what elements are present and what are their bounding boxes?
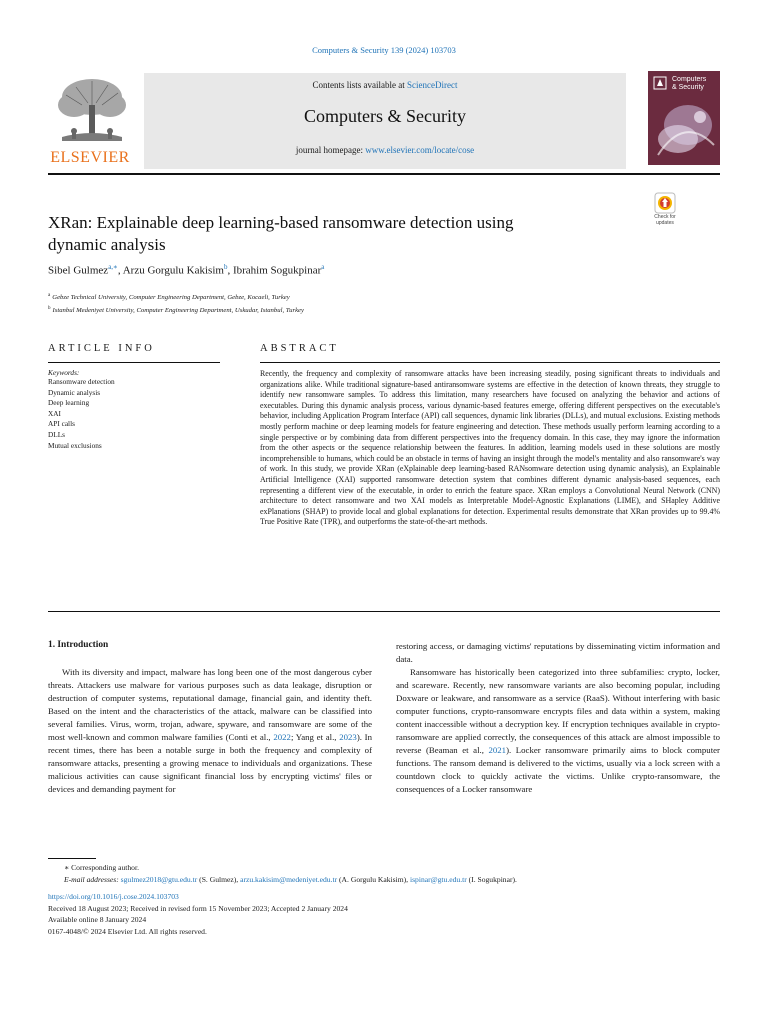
- affiliation-mark: a: [48, 293, 51, 298]
- author-name[interactable]: Arzu Gorgulu Kakisim: [122, 264, 224, 277]
- article-info: [48, 343, 220, 451]
- keyword-item: DLLs: [48, 429, 66, 439]
- affiliation-text: Gebze Technical University, Computer Engineering Department, Gebze, Kocaeli, Turkey: [52, 294, 290, 302]
- abstract-text: Recently, the frequency and complexity of ransomware attacks have been increasing steadily, posing significant threats to individuals and organizations alike. While traditional signature-based antiransomware systems are effective in the detection of known threats, they struggle to identify new ransomware samples. To address this limitation, many researchers have focused on analyzing the behavior and actions of executables. During this dynamic analysis process, various dynamic-based features emerge, offering different perspectives on the executable's behavior, including Application Program Interface (API) call sequences, dynamic link libraries (DLLs), and mutual exclusions. Existing methods mostly perform machine or deep learning models for feature engineering and detection. These methods usually perform learning according to a single perspective or by combining data from different perspectives into the frequency domain. In this case, they may ignore the information from the other aspects or the sequence relationship between the features. In addition, learning models used in these solutions are mostly incomprehensible to humans, which could be an obstacle in terms of having an insight through the model's mentality and also ransomware's way of work. In this study, we provide XRan (eXplainable deep learning-based RANsomware detection using dynamic analysis), an Explainable Artificial Intelligence (XAI) supported ransomware detection system that combines different dynamic analysis-based sequences, each representing a different view of the executable, in order to enrich the feature space. XRan employs a Convolutional Neural Network (CNN) architecture to detect ransomware and two XAI models as Interpretable Model-Agnostic Explanations (LIME), and SHapley Additive exPlanations (SHAP) to provide local and global explanations for detection. Experimental results demonstrate that XRan provides up to 99.4% True Positive Rate (TPR), and outperforms the state-of-the-art methods.: [260, 369, 720, 527]
- author-name[interactable]: Ibrahim Sogukpinar: [232, 264, 322, 277]
- author-affiliation-mark[interactable]: b: [223, 263, 228, 271]
- affiliation-text: Istanbul Medeniyet University, Computer Engineering Department, Uskudar, Istanbul, Turkey: [52, 307, 304, 315]
- article-info-heading: ARTICLE INFO: [48, 343, 155, 354]
- affiliation-item: [48, 303, 304, 316]
- footnote-mark: ∗: [64, 863, 70, 872]
- updates-line2: updates: [656, 219, 674, 226]
- citation-link[interactable]: 2021: [488, 745, 507, 755]
- author-affiliation-mark[interactable]: a,∗: [108, 263, 118, 271]
- affiliation-item: [48, 290, 304, 303]
- elsevier-logo[interactable]: [48, 71, 138, 171]
- received-dates: Received 18 August 2023; Received in revised form 15 November 2023; Accepted 2 January 2024: [48, 903, 348, 913]
- keyword-item: Deep learning: [48, 398, 90, 408]
- author-separator: ,: [117, 264, 123, 277]
- check-for-updates-label: [648, 215, 682, 226]
- check-for-updates-icon: [654, 192, 676, 214]
- email-label: E-mail addresses:: [64, 874, 119, 884]
- email-link[interactable]: ispinar@gtu.edu.tr: [409, 874, 467, 884]
- abstract-heading: ABSTRACT: [260, 343, 339, 354]
- email-addresses: [48, 874, 720, 886]
- body-paragraph: [48, 666, 372, 796]
- keyword-item: Ransomware detection: [48, 377, 115, 386]
- journal-title: Computers & Security: [304, 106, 466, 126]
- masthead-banner: [144, 73, 626, 169]
- keyword-item: Dynamic analysis: [48, 387, 101, 397]
- keyword-item: XAI: [48, 408, 61, 418]
- keywords-label: Keywords:: [48, 368, 80, 377]
- column-right: [396, 640, 720, 796]
- keyword-item: Mutual exclusions: [48, 440, 102, 450]
- footnotes: [48, 858, 720, 937]
- corresponding-author-note: [48, 862, 720, 874]
- keyword-item: API calls: [48, 419, 75, 429]
- abstract-heading-rule: [260, 362, 720, 363]
- journal-reference[interactable]: Computers & Security 139 (2024) 103703: [312, 45, 456, 55]
- article-info-rule: [48, 362, 220, 363]
- abstract: [260, 343, 720, 528]
- article-title-line2: dynamic analysis: [48, 235, 166, 254]
- homepage-line: [144, 145, 626, 155]
- author-affiliation-mark[interactable]: a: [321, 263, 325, 271]
- elsevier-wordmark: ELSEVIER: [50, 149, 130, 166]
- cover-logo-icon: [653, 76, 667, 90]
- check-for-updates-badge[interactable]: [648, 192, 682, 230]
- footnote-rule: [48, 858, 96, 859]
- paragraph-text: ; Yang et al.,: [290, 732, 340, 742]
- email-link[interactable]: arzu.kakisim@medeniyet.edu.tr: [240, 874, 338, 884]
- paragraph-text: ). Locker ransomware primarily aims to block computer functions. The ransom demand is delivered to the victims, usually via a lock screen with a countdown clock to quickly activate the victims. Unlike crypto-ransomware, the consequences of a Locker ransomware: [396, 745, 720, 794]
- copyright-line: 0167-4048/© 2024 Elsevier Ltd. All rights reserved.: [48, 926, 207, 936]
- updates-line1: Check for: [654, 214, 676, 220]
- abstract-end-rule: [48, 611, 720, 612]
- email-link[interactable]: sgulmez2018@gtu.edu.tr: [120, 874, 198, 884]
- article-title-line1: XRan: Explainable deep learning-based ransomware detection using: [48, 213, 514, 232]
- body-paragraph: [396, 666, 720, 796]
- sciencedirect-link[interactable]: ScienceDirect: [407, 80, 458, 90]
- citation-link[interactable]: 2023: [339, 732, 357, 742]
- paragraph-text: Ransomware has historically been categorized into three subfamilies: crypto, locker, and scareware. Recently, new ransomware variants are also becoming popular, including Doxware or leakware, and ransomware as a service (RaaS). Without interfering with basic computer functions, crypto-ransomware encrypts files and data within a system, making content inaccessible without a decryption key. If encryption techniques available in crypto-ransomware are applied correctly, the consequences of this attack are almost impossible to reverse (Beaman et al.,: [396, 667, 720, 755]
- masthead-rule: [48, 173, 720, 175]
- citation-link[interactable]: 2022: [273, 732, 291, 742]
- homepage-prefix: journal homepage:: [295, 145, 366, 155]
- email-owner: (I. Sogukpinar).: [466, 874, 517, 884]
- author-list: [48, 263, 324, 277]
- email-owner: (A. Gorgulu Kakisim),: [337, 874, 410, 884]
- paragraph-text: With its diversity and impact, malware has long been one of the most dangerous cyber threats. Attackers use malware for various purposes such as data leakage, disruption or destruction of computer systems, reputational damage, financial gain, and identity theft. Based on the intent and the characteristics of the attack, malware can be classified into several families. Virus, worm, trojan, adware, spyware, and ransomware are some of the most well-known and common malware families (Conti et al.,: [48, 667, 372, 742]
- body-paragraph: restoring access, or damaging victims' reputations by disseminating victim information and data.: [396, 641, 720, 664]
- elsevier-tree-icon: [52, 75, 132, 147]
- cover-artwork-icon: [648, 95, 720, 165]
- article-metadata: [48, 891, 720, 937]
- affiliation-mark: b: [48, 306, 51, 312]
- article-title: [48, 212, 608, 256]
- contents-line: [144, 80, 626, 90]
- contents-prefix: Contents lists available at: [312, 80, 407, 90]
- corresponding-author-text: Corresponding author.: [71, 863, 139, 872]
- author-separator: ,: [227, 264, 233, 277]
- masthead: [48, 71, 720, 171]
- homepage-link[interactable]: www.elsevier.com/locate/cose: [365, 145, 475, 155]
- available-online-date: Available online 8 January 2024: [48, 915, 147, 924]
- cover-title: [672, 76, 706, 92]
- doi-link[interactable]: https://doi.org/10.1016/j.cose.2024.103703: [48, 892, 179, 901]
- section-heading: 1. Introduction: [48, 640, 109, 650]
- affiliations: [48, 290, 304, 316]
- email-owner: (S. Gulmez),: [197, 874, 241, 884]
- paragraph-text: ). In recent times, there has been a notable surge in both the frequency and complexity of ransomware attacks, presenting a growing menace to individuals and organizations. These malicious activities can cause significant financial loss by encrypting victims' files or devices and demanding payment for: [48, 732, 373, 794]
- journal-cover[interactable]: [648, 71, 720, 165]
- column-left: [48, 640, 372, 796]
- author-name[interactable]: Sibel Gulmez: [48, 264, 109, 277]
- cover-title-line2: & Security: [672, 84, 704, 91]
- cover-title-line1: Computers: [672, 76, 707, 83]
